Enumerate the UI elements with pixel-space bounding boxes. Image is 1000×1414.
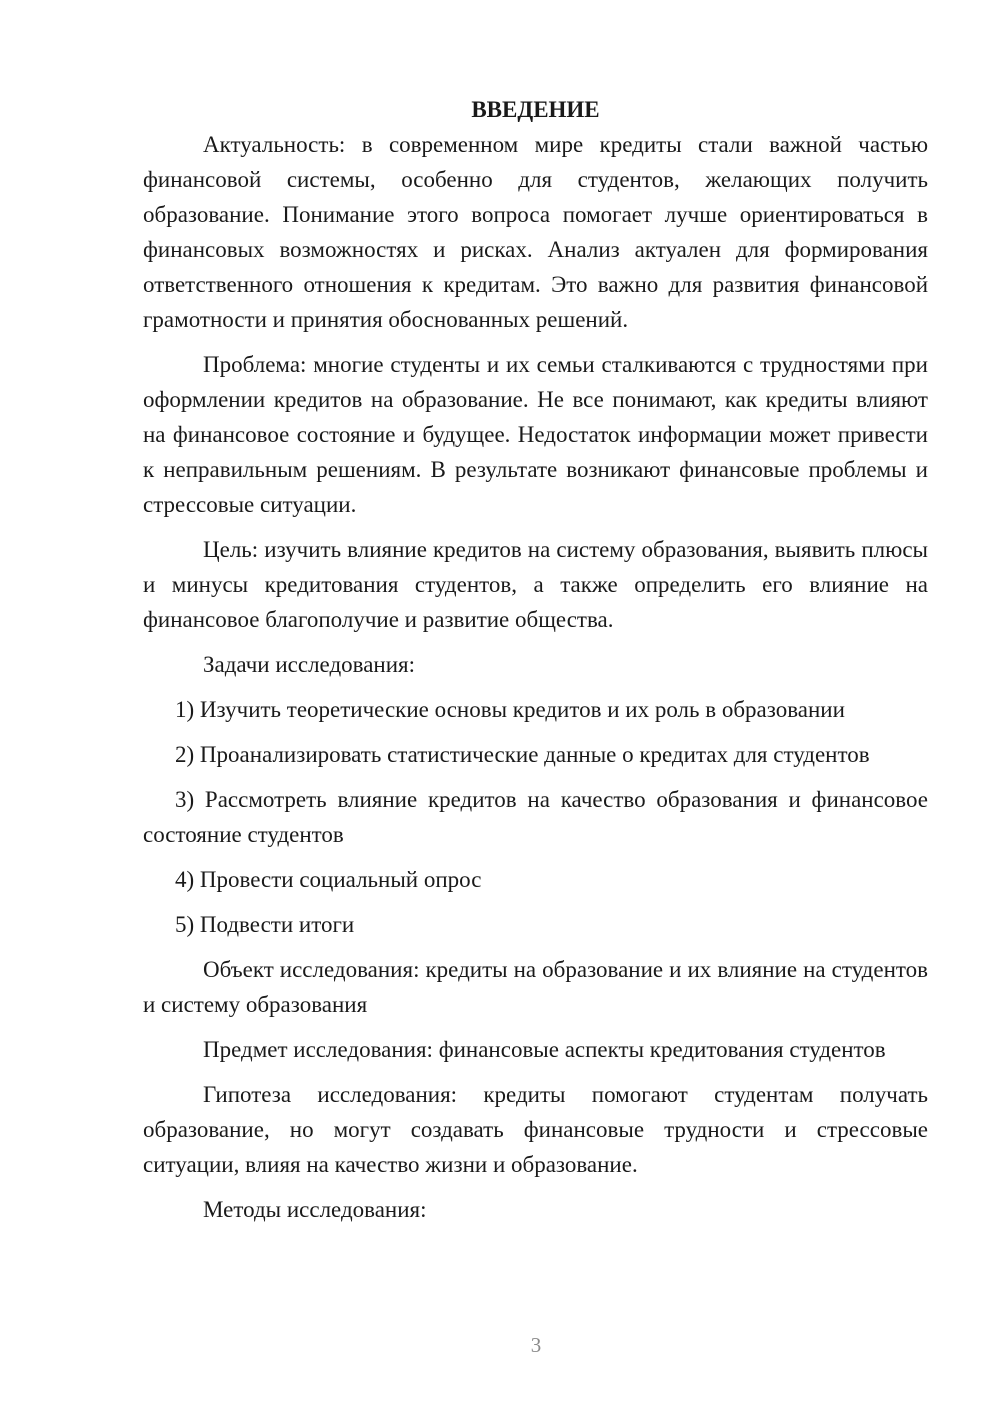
page-content <box>143 92 928 1237</box>
paragraph-subject: Предмет исследования: финансовые аспекты кредитования студентов <box>203 1037 886 1062</box>
paragraph-hypothesis: Гипотеза исследования: кредиты помогают студентам получать образование, но могут создавать финансовые трудности и стрессовые ситуации, влияя на качество жизни и образование. <box>143 1082 928 1177</box>
page-title: ВВЕДЕНИЕ <box>471 97 600 122</box>
task-item-5: 5) Подвести итоги <box>175 912 355 937</box>
tasks-heading: Задачи исследования: <box>203 652 416 677</box>
task-item-2: 2) Проанализировать статистические данные о кредитах для студентов <box>175 742 870 767</box>
task-item-4: 4) Провести социальный опрос <box>175 867 482 892</box>
paragraph-object: Объект исследования: кредиты на образование и их влияние на студентов и систему образования <box>143 957 928 1017</box>
paragraph-relevance: Актуальность: в современном мире кредиты стали важной частью финансовой системы, особенно для студентов, желающих получить образование. Понимание этого вопроса помогает лучше ориентироваться в финансовых возможностях и рисках. Анализ актуален для формирования ответственного отношения к кредитам. Это важно для развития финансовой грамотности и принятия обоснованных решений. <box>143 132 928 332</box>
task-item-1: 1) Изучить теоретические основы кредитов и их роль в образовании <box>175 697 845 722</box>
page-number: 3 <box>530 1333 542 1357</box>
task-item-3: 3) Рассмотреть влияние кредитов на качество образования и финансовое состояние студентов <box>143 787 928 847</box>
paragraph-problem: Проблема: многие студенты и их семьи сталкиваются с трудностями при оформлении кредитов на образование. Не все понимают, как кредиты влияют на финансовое состояние и будущее. Недостаток информации может привести к неправильным решениям. В результате возникают финансовые проблемы и стрессовые ситуации. <box>143 352 928 517</box>
paragraph-goal: Цель: изучить влияние кредитов на систему образования, выявить плюсы и минусы кредитования студентов, а также определить его влияние на финансовое благополучие и развитие общества. <box>143 537 928 632</box>
methods-heading: Методы исследования: <box>203 1197 427 1222</box>
